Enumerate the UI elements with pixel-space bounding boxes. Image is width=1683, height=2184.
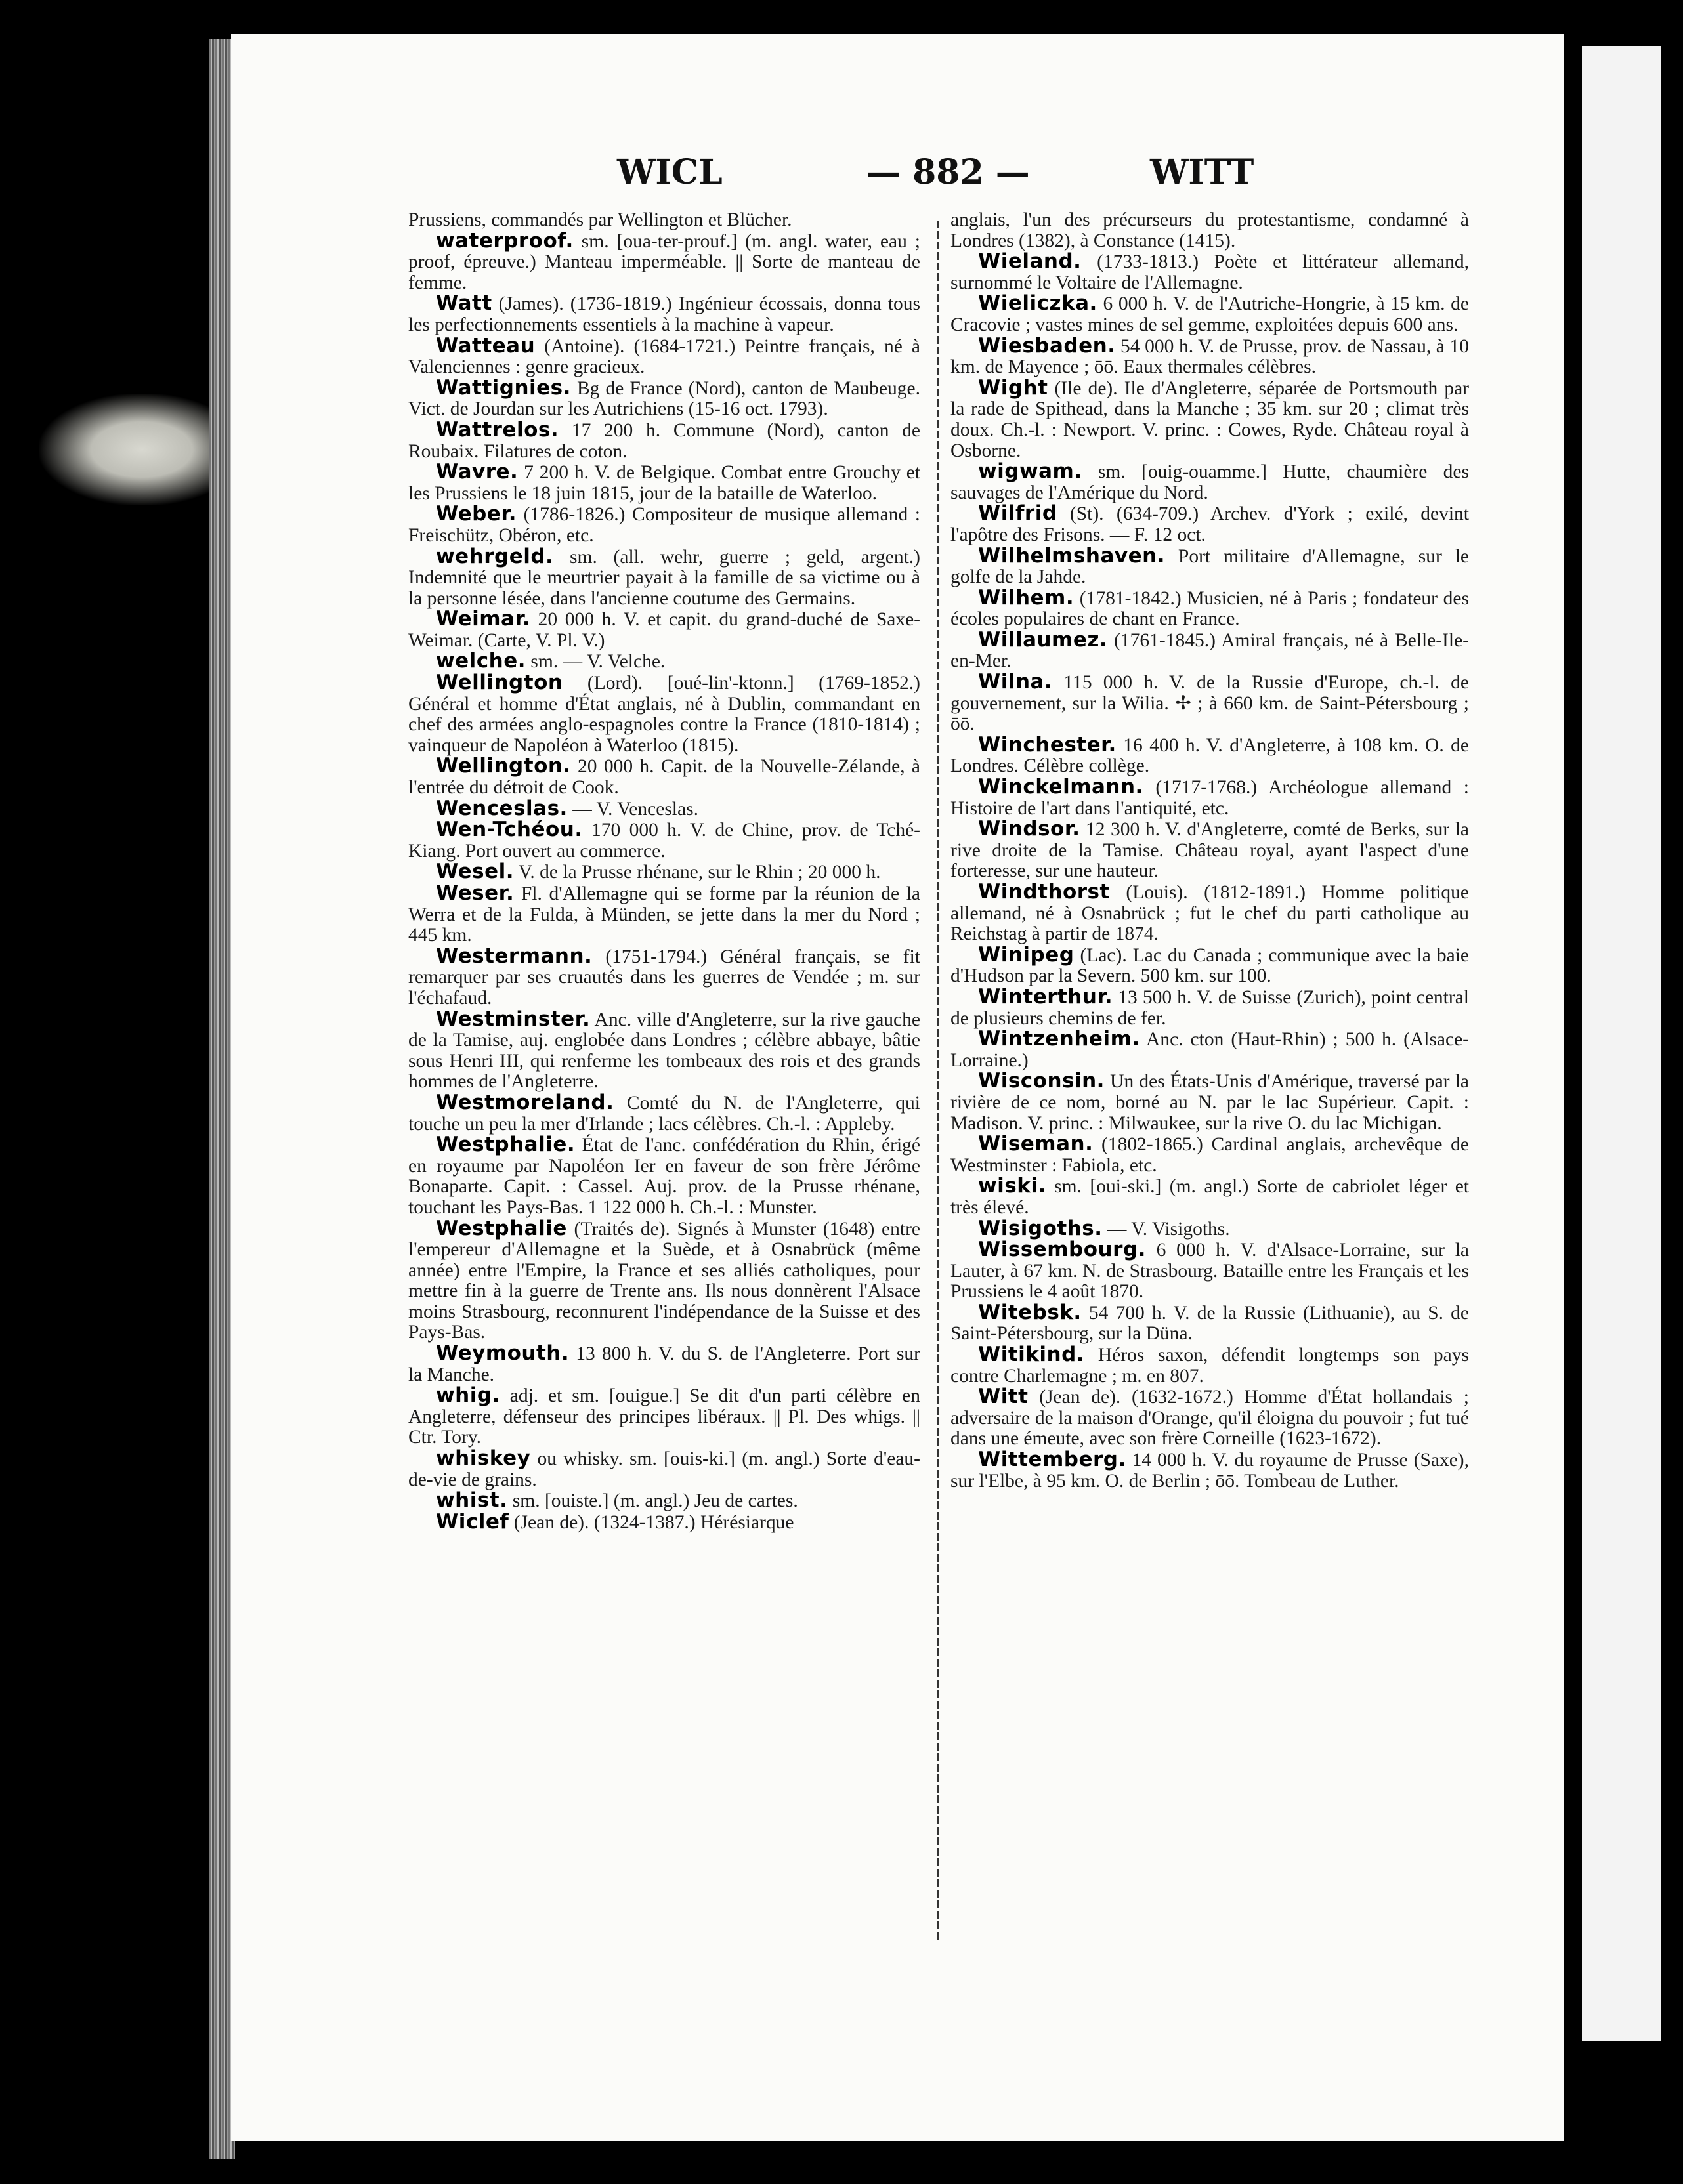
dictionary-entry (950, 1134, 1469, 1176)
dictionary-entry (408, 609, 920, 651)
entry-headword: Wenceslas. (436, 796, 568, 820)
entry-definition: V. de la Prusse rhénane, sur le Rhin ; 20 000 h. (514, 862, 881, 883)
entry-headword: Winchester. (978, 732, 1117, 757)
entry-definition: sm. [ouig-ouamme.] Hutte, chaumière des sauvages de l'Amérique du Nord. (950, 461, 1469, 503)
entry-headword: Weimar. (436, 607, 531, 631)
entry-headword: wiski. (978, 1174, 1046, 1198)
entry-headword: Wilna. (978, 670, 1053, 694)
entry-headword: Wen-Tchéou. (436, 818, 583, 842)
dictionary-entry (950, 984, 1469, 1029)
dictionary-entry (408, 462, 920, 504)
entry-headword: Wisconsin. (978, 1069, 1105, 1093)
dictionary-entry (950, 333, 1469, 378)
entry-headword: Westermann. (436, 944, 593, 968)
header-left-guide-word: WICL (617, 152, 723, 192)
entry-definition: Fl. d'Allemagne qui se forme par la réunion de la Werra et de la Fulda, à Münden, se jette dans la mer du Nord ; 445 km. (408, 883, 920, 946)
entry-headword: Weser. (436, 881, 515, 905)
entry-definition: (James). (1736-1819.) Ingénieur écossais, donna tous les perfectionnements essentiels à la machine à vapeur. (408, 293, 920, 335)
dictionary-entry (408, 293, 920, 335)
entry-definition: sm. — V. Velche. (526, 651, 666, 673)
entry-headword: Wilhem. (978, 585, 1075, 610)
dictionary-entry (408, 946, 920, 1009)
entry-headword: Weber. (436, 502, 517, 526)
entry-definition: anglais, l'un des précurseurs du protestantisme, condamné à Londres (1382), à Constance (1415). (950, 209, 1469, 251)
dictionary-entry (950, 461, 1469, 503)
entry-definition: sm. [oua-ter-prouf.] (m. angl. water, eau ; proof, épreuve.) Manteau imperméable. || Sorte de manteau de femme. (408, 230, 920, 293)
entry-headword: Wieland. (978, 249, 1082, 274)
entry-headword: Winterthur. (978, 984, 1113, 1009)
entry-definition: (1802-1865.) Cardinal anglais, archevêque de Westminster : Fabiola, etc. (950, 1134, 1469, 1176)
entry-headword: whist. (436, 1488, 508, 1513)
entry-definition: 13 500 h. V. de Suisse (Zurich), point central de plusieurs chemins de fer. (950, 986, 1469, 1029)
entry-headword: waterproof. (436, 228, 574, 253)
entry-definition: Prussiens, commandés par Wellington et Blücher. (408, 209, 792, 230)
entry-headword: Watt (436, 291, 492, 316)
entry-headword: Wellington (436, 671, 563, 695)
entry-headword: wehrgeld. (436, 544, 554, 568)
entry-headword: Wesel. (436, 860, 514, 884)
entry-definition: Comté du N. de l'Angleterre, qui touche un peu la mer d'Irlande ; lacs célèbres. Ch.-l. : Appleby. (408, 1092, 920, 1135)
entry-definition: 13 800 h. V. du S. de l'Angleterre. Port sur la Manche. (408, 1343, 920, 1385)
entry-definition: 17 200 h. Commune (Nord), canton de Roubaix. Filatures de coton. (408, 419, 920, 462)
entry-headword: Westphalie (436, 1216, 567, 1240)
entry-definition: 20 000 h. V. et capit. du grand-duché de Saxe-Weimar. (Carte, V. Pl. V.) (408, 609, 920, 651)
entry-headword: Wight (978, 375, 1048, 400)
dictionary-entry (408, 673, 920, 756)
dictionary-entry (950, 1387, 1469, 1450)
entry-definition: Anc. cton (Haut-Rhin) ; 500 h. (Alsace-Lorraine.) (950, 1029, 1469, 1071)
dictionary-entry (950, 1450, 1469, 1492)
dictionary-entry (408, 228, 920, 294)
entry-definition: (1781-1842.) Musicien, né à Paris ; fondateur des écoles populaires de chant en France. (950, 587, 1469, 630)
entry-definition: 16 400 h. V. d'Angleterre, à 108 km. O. de Londres. Célèbre collège. (950, 734, 1469, 777)
entry-headword: Wattignies. (436, 375, 571, 400)
entry-definition: 54 000 h. V. de Prusse, prov. de Nassau, à 10 km. de Mayence ; ōō. Eaux thermales célèbres. (950, 335, 1469, 378)
entry-headword: Willaumez. (978, 627, 1108, 652)
dictionary-entry (408, 1135, 920, 1218)
entry-definition: (1733-1813.) Poète et littérateur allemand, surnommé le Voltaire de l'Allemagne. (950, 251, 1469, 293)
entry-definition: (Lord). [oué-lin'-ktonn.] (1769-1852.) Général et homme d'État anglais, né à Dublin, commandant en chef des armées anglo-espagnoles contre la France (1810-1814) ; vainqueur de Napoléon à Waterloo (1815). (408, 673, 920, 756)
entry-definition: (1717-1768.) Archéologue allemand : Histoire de l'art dans l'antiquité, etc. (950, 777, 1469, 819)
entry-definition: 14 000 h. V. du royaume de Prusse (Saxe), sur l'Elbe, à 95 km. O. de Berlin ; ōō. Tombeau de Luther. (950, 1450, 1469, 1492)
entry-definition: 170 000 h. V. de Chine, prov. de Tché-Kiang. Port ouvert au commerce. (408, 820, 920, 862)
entry-headword: Winipeg (978, 942, 1075, 967)
entry-headword: Westphalie. (436, 1133, 576, 1157)
entry-definition: sm. (all. wehr, guerre ; geld, argent.) Indemnité que le meurtrier payait à la famille de sa victime ou à la personne lésée, dans l'ancienne coutume des Germains. (408, 546, 920, 609)
entry-headword: Wiesbaden. (978, 333, 1116, 358)
dictionary-entry (950, 1176, 1469, 1218)
entry-definition: (1751-1794.) Général français, se fit remarquer par ses cruautés dans les guerres de Vendée ; m. sur l'échafaud. (408, 946, 920, 1009)
entry-definition: sm. [ouiste.] (m. angl.) Jeu de cartes. (507, 1490, 798, 1512)
dictionary-entry (408, 1090, 920, 1135)
dictionary-entry (408, 820, 920, 862)
stain-mark (39, 394, 210, 505)
entry-definition: ou whisky. sm. [ouis-ki.] (m. angl.) Sorte d'eau-de-vie de grains. (408, 1448, 920, 1490)
facing-page-edge (1582, 46, 1661, 2041)
entry-headword: Witebsk. (978, 1300, 1082, 1324)
entry-headword: whig. (436, 1383, 500, 1408)
entry-definition: 12 300 h. V. d'Angleterre, comté de Berks, sur la rive droite de la Tamise. Château royal, ayant l'aspect d'une forteresse, sur une hauteur. (950, 819, 1469, 882)
entry-definition: 7 200 h. V. de Belgique. Combat entre Grouchy et les Prussiens le 18 juin 1815, jour de la bataille de Waterloo. (408, 462, 920, 504)
dictionary-entry (950, 293, 1469, 335)
dictionary-entry (408, 883, 920, 946)
entry-definition: Un des États-Unis d'Amérique, traversé par la rivière de ce nom, borné au N. par le lac Supérieur. Capit. : Madison. V. princ. : Milwaukee, sur la rive O. du lac Michigan. (950, 1071, 1469, 1134)
header-right-guide-word: WITT (1150, 152, 1254, 192)
dictionary-entry (408, 1385, 920, 1448)
dictionary-entry (950, 777, 1469, 819)
dictionary-entry (950, 375, 1469, 461)
entry-headword: Wiseman. (978, 1132, 1094, 1156)
dictionary-entry (950, 1216, 1469, 1240)
entry-headword: Westminster. (436, 1007, 591, 1031)
entry-definition: Héros saxon, défendit longtemps son pays contre Charlemagne ; m. en 807. (950, 1345, 1469, 1387)
entry-headword: Wattrelos. (436, 417, 559, 442)
entry-headword: Watteau (436, 333, 536, 358)
dictionary-entry (408, 544, 920, 610)
dictionary-entry (950, 627, 1469, 672)
running-header (617, 152, 1287, 198)
entry-headword: Windsor. (978, 817, 1080, 841)
dictionary-entry (408, 1448, 920, 1490)
dictionary-entry (950, 942, 1469, 987)
dictionary-entry (408, 756, 920, 798)
entry-definition: (1786-1826.) Compositeur de musique allemand : Freischütz, Obéron, etc. (408, 504, 920, 546)
entry-headword: Westmoreland. (436, 1090, 614, 1114)
dictionary-entry (950, 503, 1469, 545)
entry-definition: — V. Venceslas. (567, 798, 698, 820)
entry-definition: (1761-1845.) Amiral français, né à Belle-Ile-en-Mer. (950, 629, 1469, 672)
entry-definition: (Traités de). Signés à Munster (1648) entre l'empereur d'Allemagne et la Suède, et à Osnabrück (même année) entre l'Empire, la France et ses alliés catholiques, pour mettre fin à la guerre de Trente ans. Ils nous donnèrent l'Alsace moins Strasbourg, reconnurent l'indépendance de la Suisse et des Pays-Bas. (408, 1218, 920, 1343)
entry-headword: wigwam. (978, 459, 1082, 484)
dictionary-entry (950, 251, 1469, 293)
entry-definition: (Antoine). (1684-1721.) Peintre français, né à Valenciennes : genre gracieux. (408, 335, 920, 378)
entry-definition: sm. [oui-ski.] (m. angl.) Sorte de cabriolet léger et très élevé. (950, 1176, 1469, 1218)
dictionary-entry (408, 796, 920, 820)
entry-definition: (Ile de). Ile d'Angleterre, séparée de Portsmouth par la rade de Spithead, dans la Manche ; 35 km. sur 20 ; climat très doux. Ch.-l. : Newport. V. princ. : Cowes, Ryde. Château royal à Osborne. (950, 377, 1469, 461)
entry-headword: Wilhelmshaven. (978, 543, 1165, 568)
entry-headword: Wissembourg. (978, 1238, 1146, 1262)
entry-headword: whiskey (436, 1446, 531, 1471)
dictionary-entry (408, 1509, 920, 1534)
dictionary-entry (408, 210, 920, 231)
dictionary-entry (408, 333, 920, 378)
dictionary-entry (408, 1490, 920, 1512)
entry-definition: (Louis). (1812-1891.) Homme politique allemand, né à Osnabrück ; fut le chef du parti catholique au Reichstag à partir de 1874. (950, 882, 1469, 945)
dictionary-entry (408, 504, 920, 546)
entry-definition: 6 000 h. V. d'Alsace-Lorraine, sur la Lauter, à 67 km. N. de Strasbourg. Bataille entre les Français et les Prussiens le 4 août 1870. (950, 1240, 1469, 1303)
entry-definition: 115 000 h. V. de la Russie d'Europe, ch.-l. de gouvernement, sur la Wilia. ✢ ; à 660 km. de Saint-Pétersbourg ; ōō. (950, 672, 1469, 735)
entry-headword: Wittemberg. (978, 1448, 1126, 1472)
entry-definition: Port militaire d'Allemagne, sur le golfe de la Jahde. (950, 545, 1469, 588)
dictionary-entry (408, 417, 920, 462)
entry-definition: (Lac). Lac du Canada ; communique avec la baie d'Hudson par la Severn. 500 km. sur 100. (950, 944, 1469, 987)
entry-definition: 6 000 h. V. de l'Autriche-Hongrie, à 15 km. de Cracovie ; vastes mines de sel gemme, exploitées depuis 600 ans. (950, 293, 1469, 335)
dictionary-entry (950, 543, 1469, 588)
entry-definition: Bg de France (Nord), canton de Maubeuge. Vict. de Jourdan sur les Autrichiens (15-16 oct. 1793). (408, 377, 920, 420)
entry-headword: Windthorst (978, 880, 1110, 904)
dictionary-entry (408, 1009, 920, 1093)
entry-definition: Anc. ville d'Angleterre, sur la rive gauche de la Tamise, auj. englobée dans Londres ; célèbre abbaye, bâtie sous Henri III, qui renferme les tombeaux des rois et des grands hommes de l'Angleterre. (408, 1009, 920, 1093)
entry-definition: (St). (634-709.) Archev. d'York ; exilé, devint l'apôtre des Frisons. — F. 12 oct. (950, 503, 1469, 545)
entry-headword: Wellington. (436, 754, 571, 778)
entry-headword: Wilfrid (978, 501, 1057, 526)
dictionary-entry (408, 862, 920, 883)
dictionary-entry (950, 882, 1469, 945)
entry-definition: État de l'anc. confédération du Rhin, érigé en royaume par Napoléon Ier en faveur de son frère Jérôme Bonaparte. Capit. : Cassel. Auj. prov. de la Prusse rhénane, touchant les Pays-Bas. 1 122 000 h. Ch.-l. : Munster. (408, 1135, 920, 1218)
entry-definition: adj. et sm. [ouigue.] Se dit d'un parti célèbre en Angleterre, défenseur des principes libéraux. || Pl. Des whigs. || Ctr. Tory. (408, 1385, 920, 1448)
entry-headword: Wavre. (436, 460, 519, 484)
entry-headword: Wieliczka. (978, 291, 1097, 316)
dictionary-entry (950, 1345, 1469, 1387)
right-column (950, 210, 1469, 1492)
dictionary-entry (950, 1300, 1469, 1345)
entry-definition: — V. Visigoths. (1102, 1218, 1230, 1240)
entry-definition: (Jean de). (1632-1672.) Homme d'État hollandais ; adversaire de la maison d'Orange, qu'il éloigna du pouvoir ; fut tué dans une émeute, avec son frère Corneille (1623-1672). (950, 1387, 1469, 1450)
dictionary-entry (408, 651, 920, 673)
dictionary-entry (950, 1029, 1469, 1071)
dictionary-entry (408, 375, 920, 420)
entry-headword: Wisigoths. (978, 1216, 1103, 1240)
dictionary-entry (950, 1071, 1469, 1134)
entry-headword: Witt (978, 1385, 1029, 1409)
entry-headword: Wintzenheim. (978, 1027, 1140, 1051)
page-number: — 882 — (866, 152, 1030, 192)
dictionary-entry (950, 210, 1469, 251)
dictionary-entry (950, 672, 1469, 735)
entry-definition: 54 700 h. V. de la Russie (Lithuanie), au S. de Saint-Pétersbourg, sur la Düna. (950, 1302, 1469, 1345)
entry-headword: Wiclef (436, 1509, 509, 1534)
column-divider (937, 220, 939, 1940)
entry-headword: welche. (436, 649, 526, 673)
dictionary-entry (950, 732, 1469, 777)
dictionary-entry (408, 1343, 920, 1385)
entry-definition: 20 000 h. Capit. de la Nouvelle-Zélande, à l'entrée du détroit de Cook. (408, 756, 920, 799)
left-column (408, 210, 920, 1533)
entry-definition: (Jean de). (1324-1387.) Hérésiarque (509, 1511, 794, 1533)
entry-headword: Winckelmann. (978, 775, 1143, 799)
dictionary-entry (408, 1216, 920, 1344)
dictionary-entry (950, 819, 1469, 882)
dictionary-entry (950, 585, 1469, 630)
entry-headword: Weymouth. (436, 1341, 570, 1366)
entry-headword: Witikind. (978, 1343, 1085, 1367)
dictionary-entry (950, 1240, 1469, 1303)
